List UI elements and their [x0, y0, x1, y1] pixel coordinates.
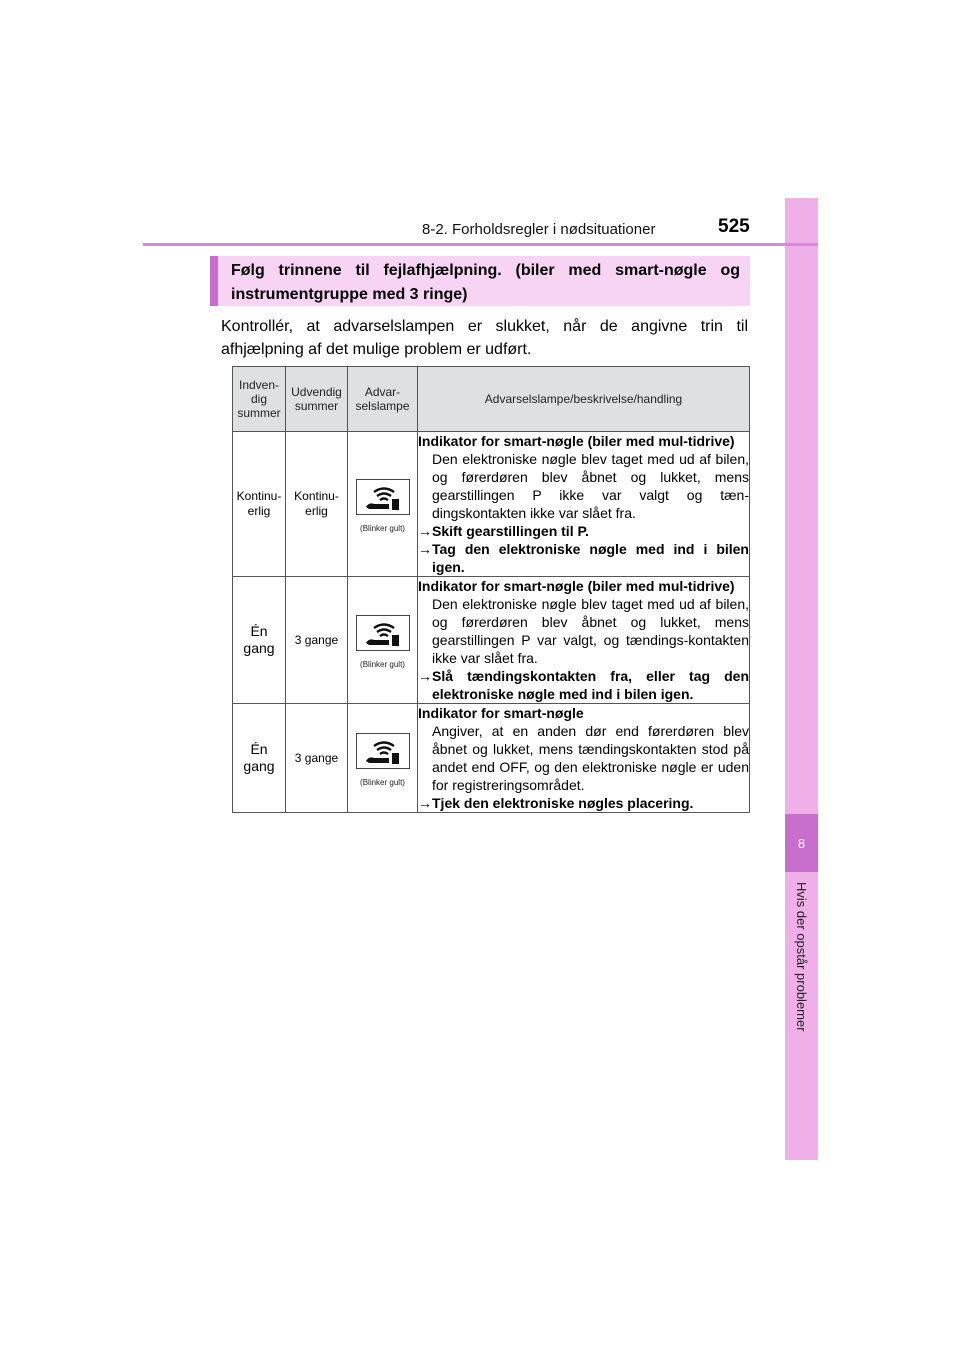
table-row: [233, 704, 750, 813]
action-step: [418, 522, 749, 540]
action-text: Slå tændingskontakten fra, eller tag den elektroniske nøgle med ind i bilen igen.: [432, 668, 749, 702]
troubleshooting-table: [232, 366, 750, 813]
inside-buzzer-cell: Én gang: [233, 704, 286, 813]
warning-lamp-cell: [348, 577, 418, 704]
indicator-title: Indikator for smart-nøgle (biler med mul-tidrive): [418, 433, 735, 449]
lamp-caption: (Blinker gult): [360, 524, 405, 533]
smart-key-indicator-icon: [356, 479, 410, 515]
warning-lamp-cell: [348, 432, 418, 577]
intro-paragraph: Kontrollér, at advarselslampen er slukket, når de angivne trin til afhjælpning af det mulige problem er udført.: [221, 318, 748, 358]
table-header-row: [233, 367, 750, 432]
description-cell: [418, 432, 750, 577]
arrow-right-icon: →: [418, 668, 432, 684]
section-title: 8-2. Forholdsregler i nødsituationer: [422, 221, 656, 238]
action-text: Tjek den elektroniske nøgles placering.: [432, 795, 694, 811]
smart-key-indicator-icon: [356, 733, 410, 769]
arrow-right-icon: →: [418, 523, 432, 539]
lamp-caption: (Blinker gult): [360, 660, 405, 669]
outside-buzzer-cell: 3 gange: [286, 577, 348, 704]
description-cell: [418, 577, 750, 704]
header-inside-buzzer: Indven-dig summer: [233, 367, 286, 432]
arrow-right-icon: →: [418, 795, 432, 811]
action-step: [418, 667, 749, 703]
indicator-description: Den elektroniske nøgle blev taget med ud af bilen, og førerdøren blev åbnet og lukket, mens gearstillingen P ikke var valgt og tæn-dingskontakten ikke var slået fra.: [432, 451, 749, 521]
arrow-right-icon: →: [418, 541, 432, 557]
action-text: Tag den elektroniske nøgle med ind i bilen igen.: [432, 541, 749, 575]
inside-buzzer-cell: Kontinu-erlig: [233, 432, 286, 577]
inside-buzzer-cell: Én gang: [233, 577, 286, 704]
table-row: [233, 432, 750, 577]
chapter-number: 8: [785, 814, 818, 872]
header-divider: [143, 243, 818, 246]
warning-lamp-cell: [348, 704, 418, 813]
indicator-description: Angiver, at en anden dør end førerdøren blev åbnet og lukket, mens tændingskontakten stod på andet end OFF, og den elektroniske nøgle er uden for registreringsområdet.: [432, 723, 749, 793]
chapter-side-tab: [785, 198, 818, 1160]
header-description: Advarselslampe/beskrivelse/handling: [418, 367, 750, 432]
description-cell: [418, 704, 750, 813]
indicator-title: Indikator for smart-nøgle: [418, 705, 584, 721]
header-outside-buzzer: Udvendig summer: [286, 367, 348, 432]
outside-buzzer-cell: 3 gange: [286, 704, 348, 813]
page-number: 525: [718, 216, 750, 237]
table-row: [233, 577, 750, 704]
smart-key-indicator-icon: [356, 615, 410, 651]
action-text: Skift gearstillingen til P.: [432, 523, 589, 539]
action-step: [418, 794, 749, 812]
lamp-caption: (Blinker gult): [360, 778, 405, 787]
outside-buzzer-cell: Kontinu-erlig: [286, 432, 348, 577]
indicator-description: Den elektroniske nøgle blev taget med ud af bilen, og førerdøren blev åbnet og lukket, mens gearstillingen P var valgt, og tændings-kontakten ikke var slået fra.: [432, 596, 749, 666]
section-heading: Følg trinnene til fejlafhjælpning. (biler med smart-nøgle og instrumentgruppe med 3 ringe): [210, 256, 750, 306]
action-step: [418, 540, 749, 576]
indicator-title: Indikator for smart-nøgle (biler med mul-tidrive): [418, 578, 735, 594]
chapter-label: Hvis der opstår problemer: [794, 882, 809, 1032]
header-warning-lamp: Advar-selslampe: [348, 367, 418, 432]
